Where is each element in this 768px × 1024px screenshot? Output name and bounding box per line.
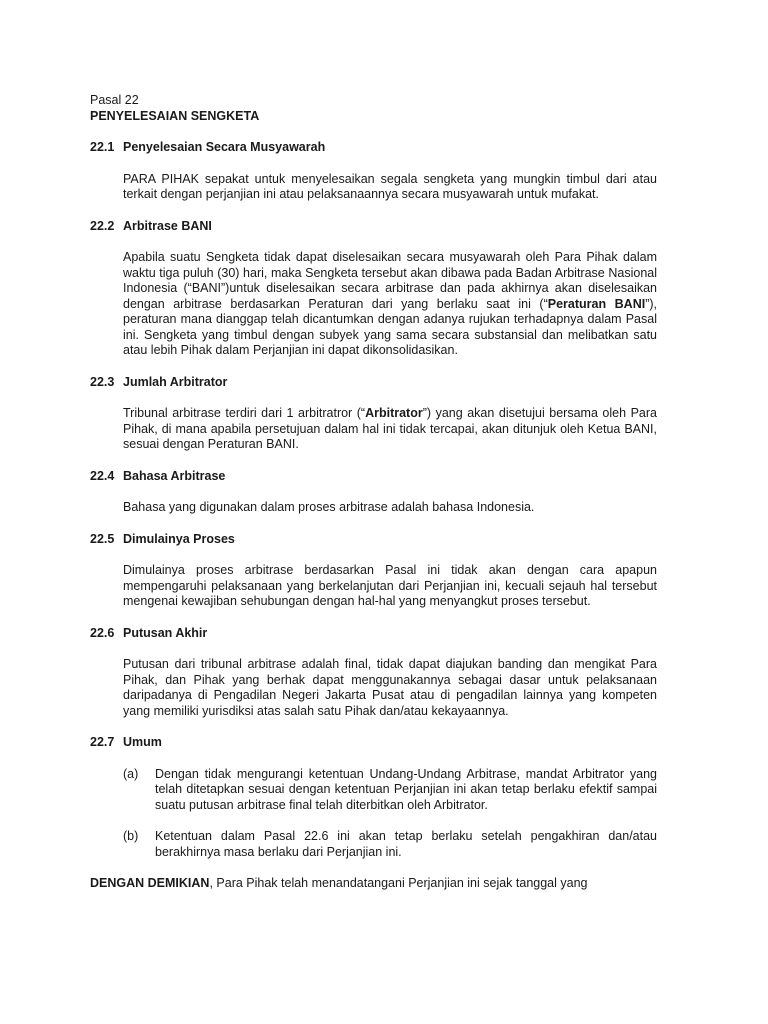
section-heading-22-1 [90, 140, 657, 156]
section-title: Jumlah Arbitrator [123, 374, 228, 389]
section-number: 22.5 [90, 531, 115, 546]
closing-bold: DENGAN DEMIKIAN [90, 876, 210, 890]
section-number: 22.7 [90, 735, 115, 749]
defined-term: Arbitrator [365, 406, 423, 420]
section-number: 22.3 [90, 374, 115, 389]
section-title: Bahasa Arbitrase [123, 468, 226, 483]
section-heading-22-5 [90, 532, 657, 548]
section-heading-22-7 [90, 735, 657, 751]
section-title: Dimulainya Proses [123, 531, 235, 546]
body-text: ”) yang akan disetujui bersama oleh Para Pihak, di mana apabila persetujuan dalam hal ini tidak tercapai, akan ditunjuk oleh Ketua BANI, sesuai dengan Peraturan BANI. [123, 406, 657, 451]
section-body-22-3 [123, 406, 657, 453]
section-title: Putusan Akhir [123, 625, 208, 640]
list-item-text: Ketentuan dalam Pasal 22.6 ini akan tetap berlaku setelah pengakhiran dan/atau berakhirnya masa berlaku dari Perjanjian ini. [155, 829, 657, 859]
body-text: Tribunal arbitrase terdiri dari 1 arbitratror (“ [123, 406, 366, 420]
section-heading-22-4 [90, 469, 657, 485]
list-item-text: Dengan tidak mengurangi ketentuan Undang-Undang Arbitrase, mandat Arbitrator yang telah ditetapkan sesuai dengan ketentuan Perjanjian ini akan tetap berlaku efektif sampai suatu putusan arbitrase final telah diterbitkan oleh Arbitrator. [155, 766, 657, 812]
section-number: 22.1 [90, 140, 115, 154]
section-heading-22-2 [90, 219, 657, 235]
section-body-22-5: Dimulainya proses arbitrase berdasarkan Pasal ini tidak akan dengan cara apapun mempengaruhi pelaksanaan yang berkelanjutan dari Perjanjian ini, kecuali sejauh hal tersebut mengenai kewajiban sehubungan dengan hal-hal yang menyangkut proses tersebut. [123, 563, 657, 608]
section-title: Penyelesaian Secara Musyawarah [123, 140, 326, 154]
section-number: 22.6 [90, 625, 115, 640]
section-body-22-2 [123, 250, 657, 359]
list-item-label: (a) [123, 766, 139, 781]
article-title: PENYELESAIAN SENGKETA [90, 108, 260, 123]
body-text: ”), peraturan mana dianggap telah dicantumkan dengan adanya rujukan terhadapnya dalam Pasal ini. Sengketa yang timbul dengan subyek yang sama secara substansial dan melibatkan satu atau lebih Pihak dalam Perjanjian ini dapat dikonsolidasikan. [123, 296, 658, 357]
list-item [123, 829, 657, 860]
article-number: Pasal 22 [90, 93, 139, 107]
list-item [123, 767, 657, 814]
section-heading-22-3 [90, 375, 657, 391]
document-page [90, 93, 657, 892]
section-body-22-6: Putusan dari tribunal arbitrase adalah final, tidak dapat diajukan banding dan mengikat Para Pihak, dan Pihak yang berhak dapat menggunakannya sebagai dasar untuk pelaksanaan daripadanya di Pengadilan Negeri Jakarta Pusat atau di pengadilan lainnya yang kompeten yang memiliki yurisdiksi atas salah satu Pihak dan/atau kekayaannya. [123, 657, 657, 718]
defined-term: Peraturan BANI [547, 296, 646, 311]
list-item-label: (b) [123, 829, 139, 843]
section-body-22-1: PARA PIHAK sepakat untuk menyelesaikan segala sengketa yang mungkin timbul dari atau terkait dengan perjanjian ini atau pelaksanaannya secara musyawarah untuk mufakat. [123, 171, 657, 201]
section-number: 22.4 [90, 468, 115, 483]
section-title: Umum [123, 735, 162, 749]
section-title: Arbitrase BANI [123, 218, 212, 233]
section-heading-22-6 [90, 626, 657, 642]
section-body-22-4: Bahasa yang digunakan dalam proses arbitrase adalah bahasa Indonesia. [123, 500, 535, 514]
closing-text: , Para Pihak telah menandatangani Perjanjian ini sejak tanggal yang [209, 876, 588, 890]
body-text: Apabila suatu Sengketa tidak dapat diselesaikan secara musyawarah oleh Para Pihak dalam waktu tiga puluh (30) hari, maka Sengketa tersebut akan dibawa pada Badan Arbitrase Nasional Indonesia (“BANI”)untuk diselesaikan secara arbitrase dan pada akhirnya akan diselesaikan dengan arbitrase berdasarkan Peraturan dari yang berlaku saat ini (“ [123, 250, 657, 311]
section-number: 22.2 [90, 218, 115, 233]
closing-statement [90, 876, 657, 892]
